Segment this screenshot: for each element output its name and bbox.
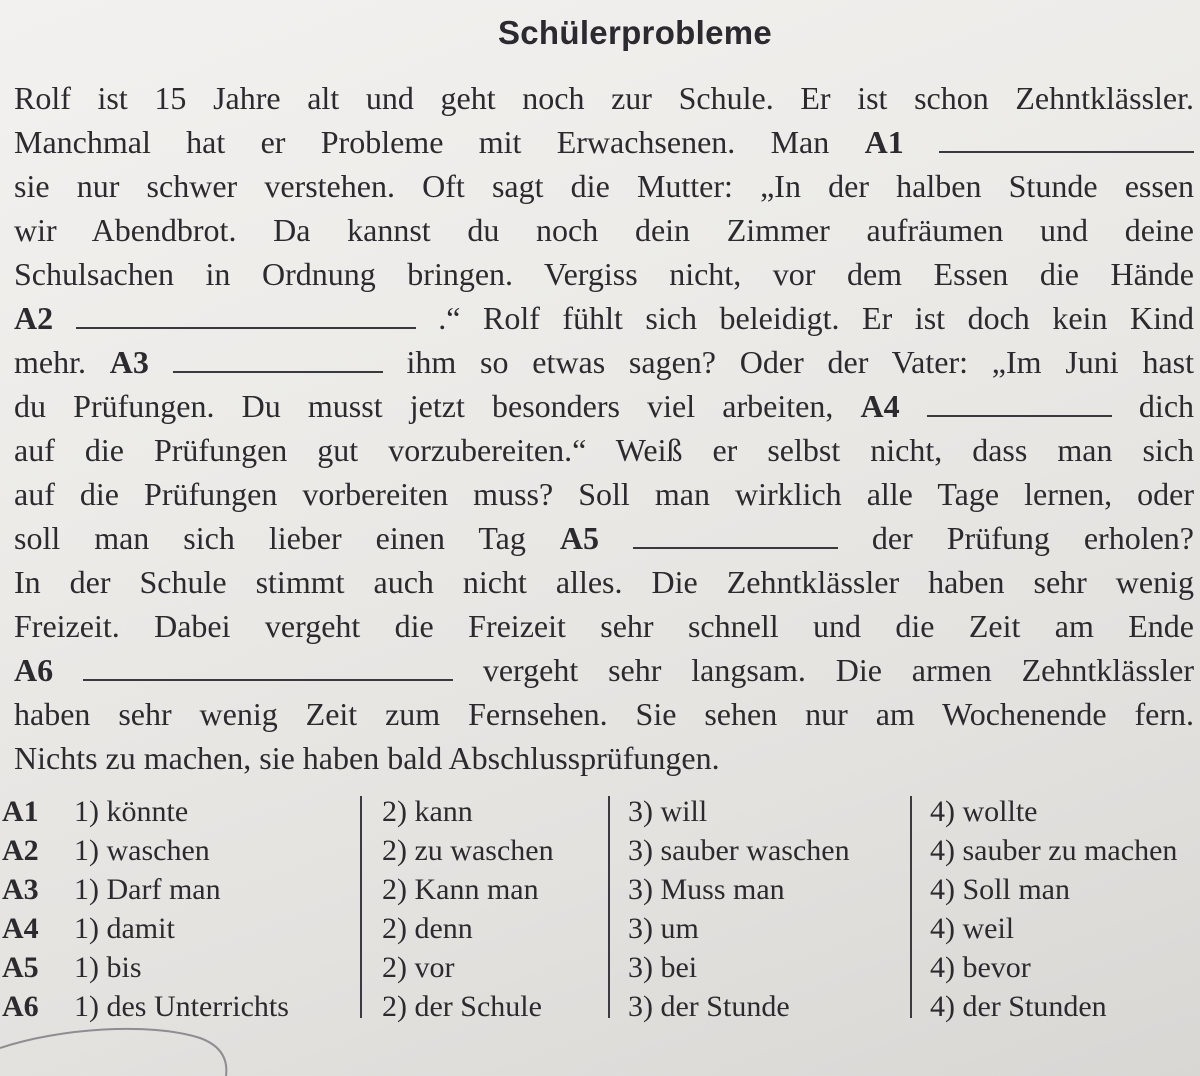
option-row [2,792,1198,831]
option-choice[interactable]: 1) damit [74,912,175,945]
text-line [14,252,1194,296]
option-choice[interactable]: 3) bei [628,951,698,984]
text-segment: soll man sich lieber einen Tag [14,520,560,556]
gap-label: A4 [860,388,900,424]
answer-gap-line[interactable] [633,521,838,549]
text-segment: Freizeit. Dabei vergeht die Freizeit sehr schnell und die Zeit am Ende [14,608,1194,644]
text-line [14,164,1194,208]
option-choice[interactable]: 4) sauber zu machen [930,834,1178,867]
gap-label: A6 [14,652,54,688]
text-line [14,76,1194,120]
text-segment: wir Abendbrot. Da kannst du noch dein Zimmer aufräumen und deine [14,212,1194,248]
text-segment: Nichts zu machen, sie haben bald Abschlussprüfungen. [14,740,720,776]
option-choice[interactable]: 2) kann [382,795,473,828]
answer-gap-line[interactable] [83,653,453,681]
option-choice[interactable]: 4) der Stunden [930,990,1107,1023]
gap-label: A5 [559,520,599,556]
text-line [14,604,1194,648]
option-choice[interactable]: 4) wollte [930,795,1038,828]
text-segment: vergeht sehr langsam. Die armen Zehntklässler [452,652,1194,688]
text-line [14,208,1194,252]
text-segment: Rolf ist 15 Jahre alt und geht noch zur Schule. Er ist schon Zehntklässler. [14,80,1194,116]
option-choice[interactable]: 1) des Unterrichts [74,990,289,1023]
option-choice[interactable]: 3) will [628,795,708,828]
text-line [14,472,1194,516]
text-line [14,428,1194,472]
text-segment: du Prüfungen. Du musst jetzt besonders viel arbeiten, [14,388,861,424]
option-choice[interactable]: 1) könnte [74,795,189,828]
text-line [14,736,1194,780]
text-segment: auf die Prüfungen vorbereiten muss? Soll man wirklich alle Tage lernen, oder [14,476,1194,512]
option-row [2,831,1198,870]
text-segment: Schulsachen in Ordnung bringen. Vergiss nicht, vor dem Essen die Hände [14,256,1194,292]
answer-gap-line[interactable] [927,389,1112,417]
answer-options-table [2,792,1198,1032]
text-segment [900,388,927,424]
option-choice[interactable]: 4) bevor [930,951,1031,984]
text-line [14,120,1194,164]
text-segment [599,520,633,556]
text-segment [53,300,76,336]
page-title: Schülerprobleme [497,14,773,51]
option-choice[interactable]: 2) zu waschen [382,834,554,867]
option-choice[interactable]: 3) der Stunde [628,990,790,1023]
option-row-label: A2 [2,834,39,867]
text-segment: der Prüfung erholen? [837,520,1194,556]
answer-gap-line[interactable] [939,125,1194,153]
option-choice[interactable]: 1) bis [74,951,142,984]
text-segment [149,344,173,380]
option-choice[interactable]: 2) Kann man [382,873,539,906]
text-segment: Manchmal hat er Probleme mit Erwachsenen. Man [14,124,865,160]
option-row-label: A5 [2,951,39,984]
option-row-label: A1 [2,795,39,828]
text-line [14,648,1194,692]
option-row-label: A4 [2,912,39,945]
text-segment [904,124,939,160]
text-line [14,516,1194,560]
text-segment: In der Schule stimmt auch nicht alles. Die Zehntklässler haben sehr wenig [14,564,1194,600]
text-line [14,340,1194,384]
reading-text [14,76,1194,780]
text-line [14,384,1194,428]
option-choice[interactable]: 3) Muss man [628,873,785,906]
option-choice[interactable]: 3) sauber waschen [628,834,850,867]
option-choice[interactable]: 3) um [628,912,699,945]
option-choice[interactable]: 2) der Schule [382,990,542,1023]
text-segment: .“ Rolf fühlt sich beleidigt. Er ist doch kein Kind [415,300,1194,336]
text-line [14,296,1194,340]
option-row-label: A6 [2,990,39,1023]
option-choice[interactable]: 2) vor [382,951,455,984]
text-line [14,692,1194,736]
text-segment [53,652,83,688]
option-row [2,909,1198,948]
option-row [2,948,1198,987]
text-segment: sie nur schwer verstehen. Oft sagt die Mutter: „In der halben Stunde essen [14,168,1194,204]
answer-gap-line[interactable] [76,301,416,329]
text-segment: haben sehr wenig Zeit zum Fernsehen. Sie sehen nur am Wochenende fern. [14,696,1194,732]
text-segment: ihm so etwas sagen? Oder der Vater: „Im Juni hast [382,344,1194,380]
text-segment: dich [1111,388,1194,424]
text-line [14,560,1194,604]
pencil-scribble [0,1020,260,1076]
gap-label: A1 [864,124,904,160]
gap-label: A3 [109,344,149,380]
option-choice[interactable]: 1) waschen [74,834,210,867]
text-segment: auf die Prüfungen gut vorzubereiten.“ Weiß er selbst nicht, dass man sich [14,432,1194,468]
option-row-label: A3 [2,873,39,906]
option-choice[interactable]: 1) Darf man [74,873,221,906]
answer-gap-line[interactable] [173,345,383,373]
gap-label: A2 [14,300,54,336]
option-choice[interactable]: 4) weil [930,912,1015,945]
option-choice[interactable]: 4) Soll man [930,873,1070,906]
option-choice[interactable]: 2) denn [382,912,473,945]
option-row [2,870,1198,909]
text-segment: mehr. [14,344,110,380]
